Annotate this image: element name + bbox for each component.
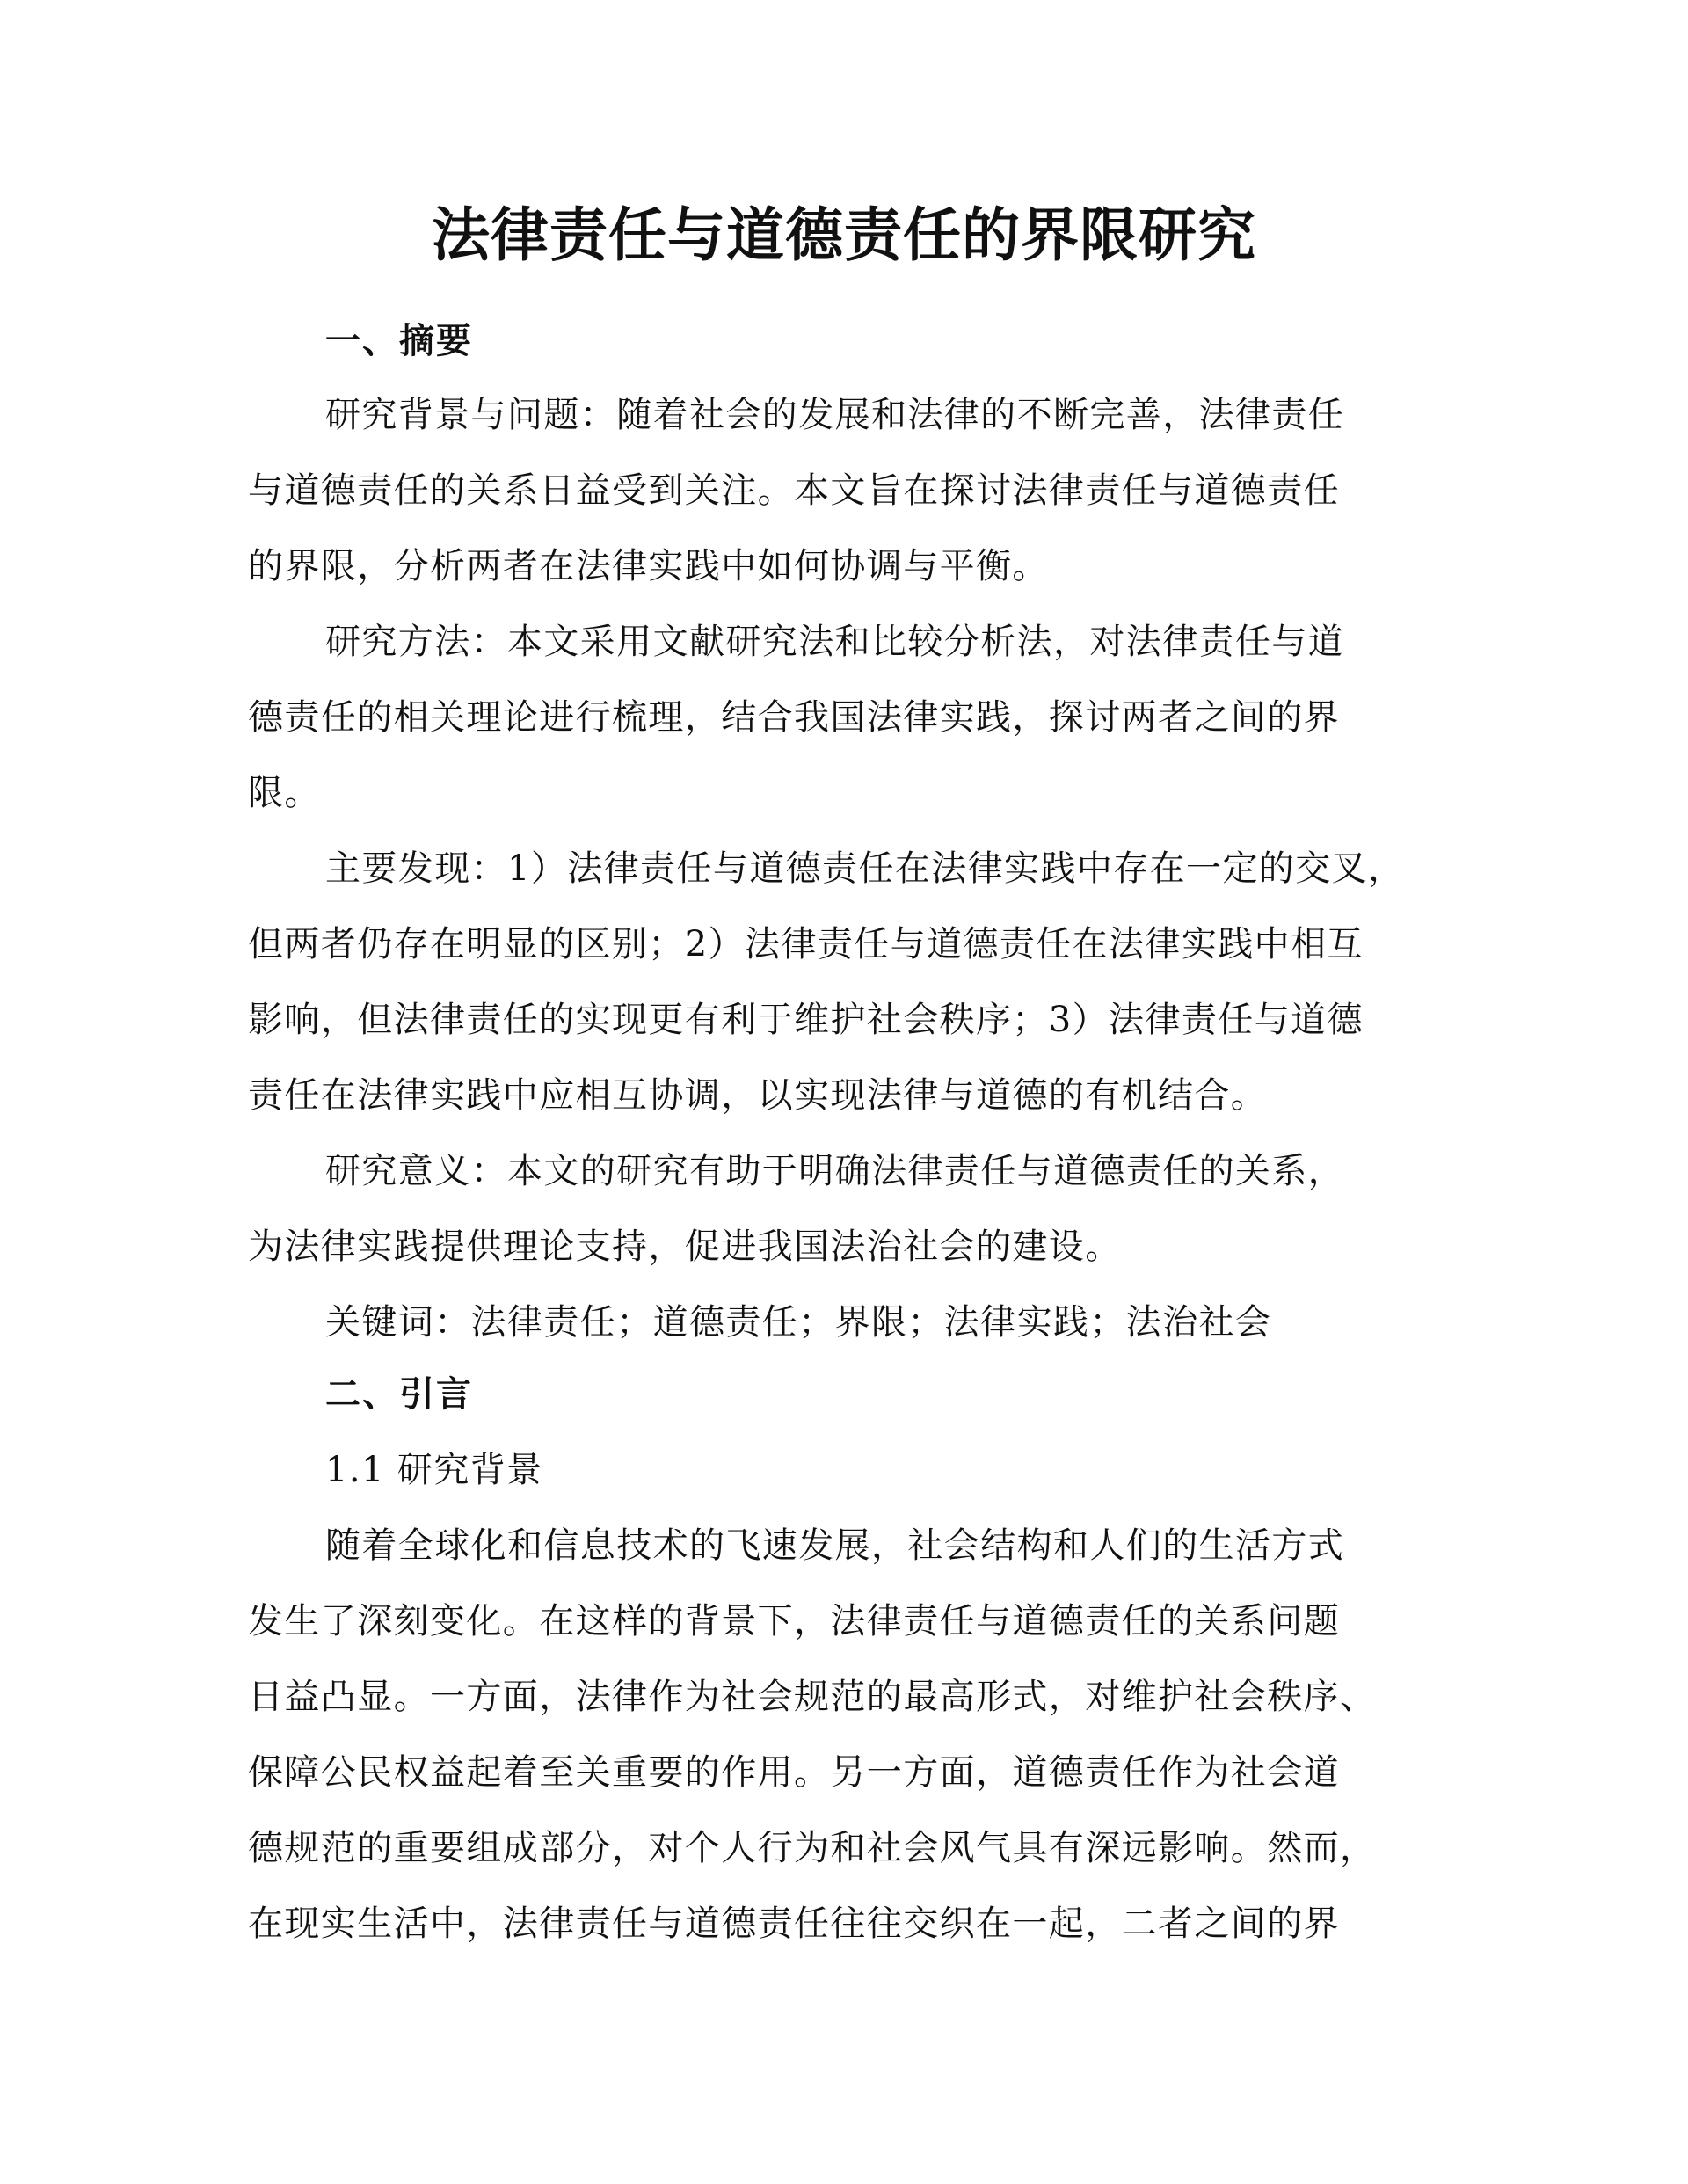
paragraph-line: 发生了深刻变化。在这样的背景下，法律责任与道德责任的关系问题 xyxy=(248,1601,1340,1642)
paragraph-line: 的界限，分析两者在法律实践中如何协调与平衡。 xyxy=(248,546,1049,586)
keywords-line: 关键词：法律责任；道德责任；界限；法律实践；法治社会 xyxy=(325,1302,1272,1343)
paragraph-line: 研究背景与问题：随着社会的发展和法律的不断完善，法律责任 xyxy=(325,395,1345,435)
paragraph-line: 主要发现：1）法律责任与道德责任在法律实践中存在一定的交叉， xyxy=(325,848,1405,889)
document-title: 法律责任与道德责任的界限研究 xyxy=(432,200,1256,269)
paragraph-line: 研究意义：本文的研究有助于明确法律责任与道德责任的关系， xyxy=(325,1151,1345,1191)
paragraph-line: 为法律实践提供理论支持，促进我国法治社会的建设。 xyxy=(248,1227,1122,1267)
paragraph-line: 研究方法：本文采用文献研究法和比较分析法，对法律责任与道 xyxy=(325,622,1345,662)
paragraph-line: 影响，但法律责任的实现更有利于维护社会秩序；3）法律责任与道德 xyxy=(248,1000,1364,1040)
paragraph-line: 保障公民权益起着至关重要的作用。另一方面，道德责任作为社会道 xyxy=(248,1752,1340,1793)
paragraph-line: 但两者仍存在明显的区别；2）法律责任与道德责任在法律实践中相互 xyxy=(248,924,1364,965)
paragraph-line: 限。 xyxy=(248,773,321,813)
section-heading-abstract: 一、摘要 xyxy=(325,320,473,361)
paragraph-line: 责任在法律实践中应相互协调，以实现法律与道德的有机结合。 xyxy=(248,1075,1268,1116)
paragraph-line: 在现实生活中，法律责任与道德责任往往交织在一起，二者之间的界 xyxy=(248,1904,1340,1944)
paragraph-line: 德责任的相关理论进行梳理，结合我国法律实践，探讨两者之间的界 xyxy=(248,697,1340,738)
paragraph-line: 与道德责任的关系日益受到关注。本文旨在探讨法律责任与道德责任 xyxy=(248,470,1340,511)
paragraph-line: 德规范的重要组成部分，对个人行为和社会风气具有深远影响。然而， xyxy=(248,1828,1377,1868)
section-heading-introduction: 二、引言 xyxy=(325,1373,473,1415)
paragraph-line: 日益凸显。一方面，法律作为社会规范的最高形式，对维护社会秩序、 xyxy=(248,1677,1377,1717)
paragraph-line: 随着全球化和信息技术的飞速发展，社会结构和人们的生活方式 xyxy=(325,1525,1345,1566)
subsection-heading: 1.1 研究背景 xyxy=(325,1450,543,1490)
